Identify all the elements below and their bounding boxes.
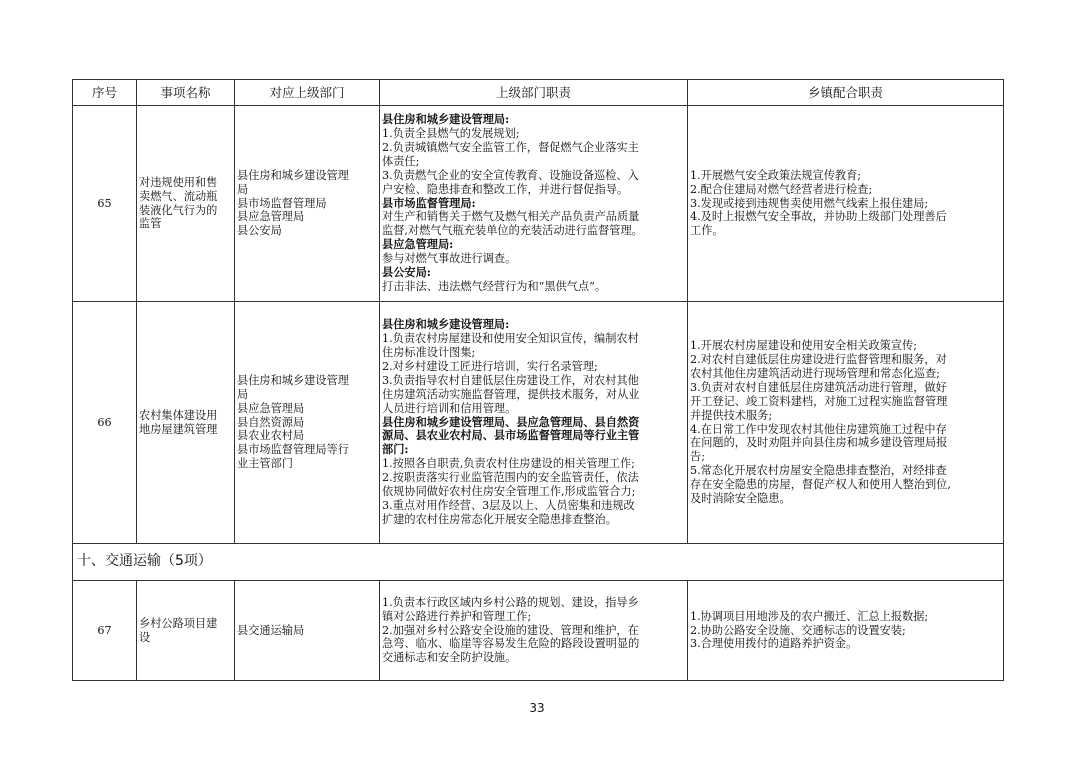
cell-line: 3.重点对用作经营、3层及以上、人员密集和违规改	[382, 498, 635, 512]
cell-line: 人员进行培训和信用管理。	[382, 401, 517, 415]
cell-line: 1.按照各自职责,负责农村住房建设的相关管理工作;	[382, 457, 635, 471]
section-row	[73, 544, 1004, 581]
header-superior-duties: 上级部门职责	[380, 80, 688, 106]
cell-line: 工作。	[690, 224, 724, 238]
cell-line: 地房屋建筑管理	[139, 422, 218, 436]
cell-line: 县自然资源局	[237, 415, 305, 429]
cell-line: 2.对乡村建设工匠进行培训，实行名录管理;	[382, 359, 598, 373]
cell-line: 设	[139, 630, 151, 644]
row-no: 66	[73, 302, 137, 544]
section-title: 十、交通运输（5项）	[73, 544, 1004, 581]
cell-line: 扩建的农村住房常态化开展安全隐患排查整治。	[382, 512, 617, 526]
cell-line: 业主管部门	[237, 457, 293, 471]
rows-before	[73, 106, 1004, 544]
cell-line: 开工登记、竣工资料建档，对施工过程实施监督管理	[690, 394, 948, 408]
item-name	[137, 302, 235, 544]
cell-line: 2.负责城镇燃气安全监管工作，督促燃气企业落实主	[382, 140, 639, 154]
cell-line: 住房建筑活动实施监督管理，提供技术服务，对从业	[382, 387, 640, 401]
cell-line: 县市场监督管理局	[237, 196, 327, 210]
page-number: 33	[529, 701, 545, 715]
cell-line: 1.负责农村房屋建设和使用安全知识宣传，编制农村	[382, 332, 639, 346]
cell-line: 3.发现或接到违规售卖使用燃气线索上报住建局;	[690, 196, 929, 210]
cell-line: 源局、县农业农村局、县市场监督管理局等行业主管	[382, 429, 640, 443]
item-name	[137, 581, 235, 681]
superior-depts	[235, 106, 380, 302]
cell-line: 卖燃气、流动瓶	[139, 189, 218, 203]
cell-line: 4.及时上报燃气安全事故，并协助上级部门处理善后	[690, 210, 947, 224]
cell-line: 县住房和城乡建设管理局:	[382, 318, 510, 332]
cell-line: 县市场监督管理局等行	[237, 443, 349, 457]
row-no: 65	[73, 106, 137, 302]
superior-depts	[235, 581, 380, 681]
cell-line: 部门:	[382, 443, 409, 457]
cell-line: 打击非法、违法燃气经营行为和“黑供气点”。	[382, 279, 607, 293]
cell-line: 2.对农村自建低层住房建设进行监督管理和服务，对	[690, 352, 947, 366]
cell-line: 5.常态化开展农村房屋安全隐患排查整治，对经排查	[690, 464, 947, 478]
table-row	[73, 106, 1004, 302]
cell-line: 乡村公路项目建	[139, 616, 218, 630]
cell-line: 急弯、临水、临崖等容易发生危险的路段设置明显的	[382, 637, 640, 651]
cell-line: 监督,对燃气气瓶充装单位的充装活动进行监督管理。	[382, 224, 643, 238]
cell-line: 局	[237, 387, 249, 401]
cell-line: 3.负责燃气企业的安全宣传教育、设施设备巡检、入	[382, 168, 639, 182]
cell-line: 县交通运输局	[237, 623, 305, 637]
superior-duties	[380, 581, 688, 681]
cell-line: 县公安局	[237, 224, 282, 238]
cell-line: 依规协同做好农村住房安全管理工作,形成监管合力;	[382, 485, 636, 499]
town-duties	[688, 581, 1004, 681]
cell-line: 县住房和城乡建设管理局、县应急管理局、县自然资	[382, 415, 640, 429]
cell-line: 农村其他住房建筑活动进行现场管理和常态化巡查;	[690, 366, 940, 380]
cell-line: 县住房和城乡建设管理	[237, 373, 349, 387]
cell-line: 局	[237, 182, 249, 196]
cell-line: 县应急管理局	[237, 210, 305, 224]
cell-line: 告;	[690, 450, 705, 464]
cell-line: 在问题的，及时劝阻并向县住房和城乡建设管理局报	[690, 436, 948, 450]
cell-line: 户安检、隐患排查和整改工作，并进行督促指导。	[382, 182, 629, 196]
cell-line: 存在安全隐患的房屋，督促产权人和使用人整治到位,	[690, 478, 951, 492]
header-item-name: 事项名称	[137, 80, 235, 106]
cell-line: 县应急管理局:	[382, 238, 454, 252]
header-superior-dept: 对应上级部门	[235, 80, 380, 106]
cell-line: 镇对公路进行养护和管理工作;	[382, 609, 532, 623]
cell-line: 3.合理使用拨付的道路养护资金。	[690, 637, 858, 651]
town-duties	[688, 302, 1004, 544]
cell-line: 县住房和城乡建设管理局:	[382, 113, 510, 127]
rows-after	[73, 581, 1004, 681]
cell-line: 及时消除安全隐患。	[690, 492, 791, 506]
cell-line: 1.负责本行政区域内乡村公路的规划、建设，指导乡	[382, 595, 639, 609]
cell-line: 体责任;	[382, 154, 420, 168]
cell-line: 1.负责全县燃气的发展规划;	[382, 127, 520, 141]
header-town-duties: 乡镇配合职责	[688, 80, 1004, 106]
superior-depts	[235, 302, 380, 544]
cell-line: 并提供技术服务;	[690, 408, 773, 422]
cell-line: 参与对燃气事故进行调查。	[382, 252, 517, 266]
cell-line: 4.在日常工作中发现农村其他住房建筑施工过程中存	[690, 422, 947, 436]
cell-line: 1.协调项目用地涉及的农户搬迁、汇总上报数据;	[690, 609, 929, 623]
superior-duties	[380, 302, 688, 544]
cell-line: 县应急管理局	[237, 401, 305, 415]
cell-line: 2.按职责落实行业监管范围内的安全监管责任，依法	[382, 471, 639, 485]
cell-line: 装液化气行为的	[139, 203, 218, 217]
superior-duties	[380, 106, 688, 302]
table-row	[73, 581, 1004, 681]
cell-line: 县市场监督管理局:	[382, 196, 476, 210]
town-duties	[688, 106, 1004, 302]
cell-line: 住房标准设计图集;	[382, 346, 476, 360]
cell-line: 对生产和销售关于燃气及燃气相关产品负责产品质量	[382, 210, 640, 224]
item-name	[137, 106, 235, 302]
cell-line: 2.协助公路安全设施、交通标志的设置安装;	[690, 623, 906, 637]
cell-line: 3.负责对农村自建低层住房建筑活动进行管理，做好	[690, 380, 947, 394]
cell-line: 监管	[139, 217, 162, 231]
table-row	[73, 302, 1004, 544]
header-no: 序号	[73, 80, 137, 106]
cell-line: 1.开展燃气安全政策法规宣传教育;	[690, 168, 862, 182]
cell-line: 县农业农村局	[237, 429, 305, 443]
header-row	[73, 80, 1004, 106]
cell-line: 2.配合住建局对燃气经营者进行检查;	[690, 182, 873, 196]
cell-line: 3.负责指导农村自建低层住房建设工作，对农村其他	[382, 373, 639, 387]
cell-line: 对违规使用和售	[139, 175, 218, 189]
cell-line: 2.加强对乡村公路安全设施的建设、管理和维护，在	[382, 623, 639, 637]
cell-line: 县公安局:	[382, 266, 431, 280]
responsibility-table	[72, 79, 1004, 681]
cell-line: 县住房和城乡建设管理	[237, 168, 349, 182]
cell-line: 1.开展农村房屋建设和使用安全相关政策宣传;	[690, 339, 918, 353]
cell-line: 农村集体建设用	[139, 408, 218, 422]
cell-line: 交通标志和安全防护设施。	[382, 651, 517, 665]
row-no: 67	[73, 581, 137, 681]
